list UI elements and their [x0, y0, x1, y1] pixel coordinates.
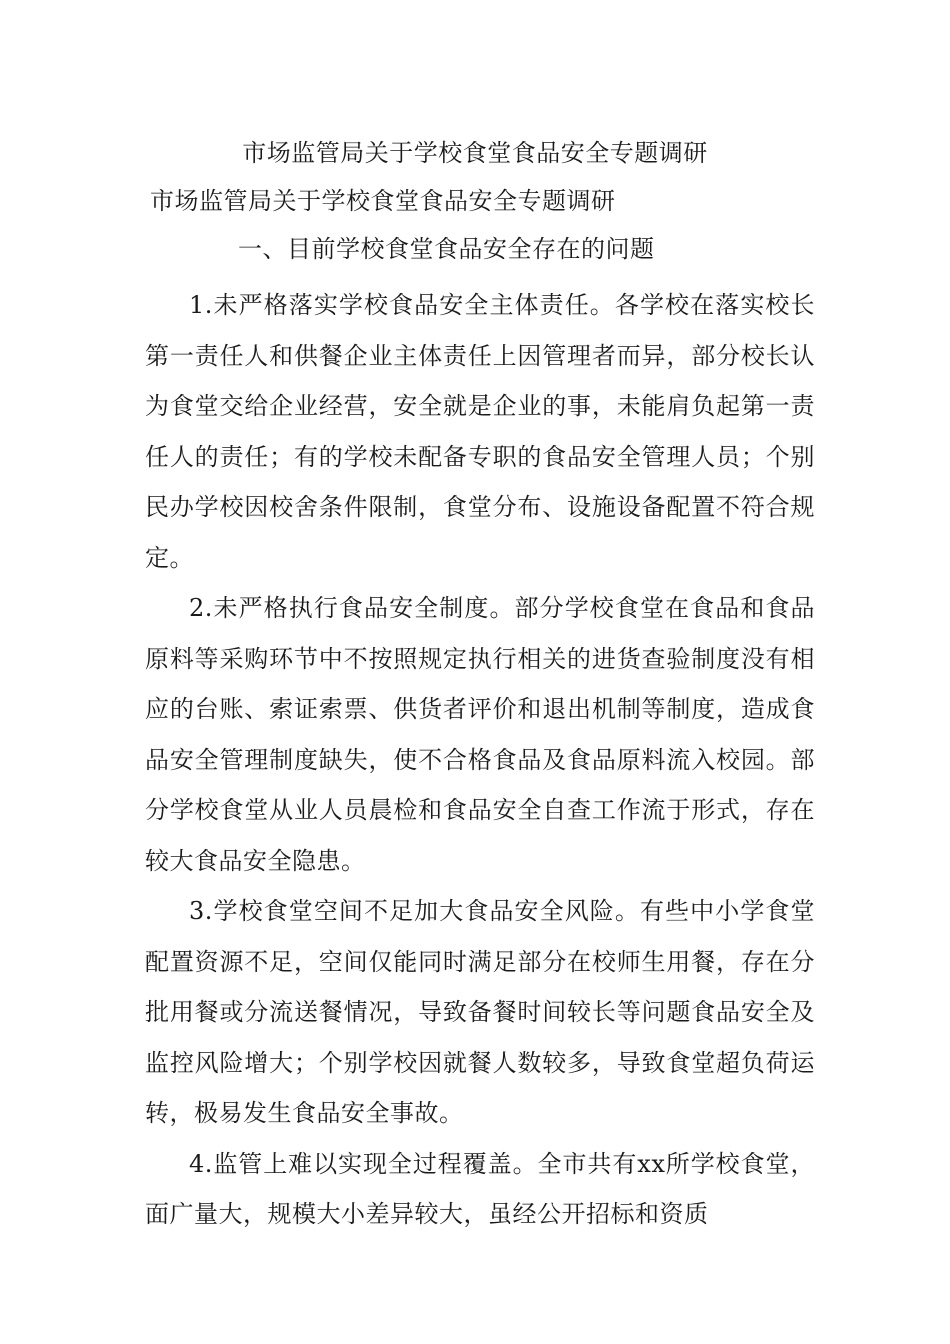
paragraph-2: 2.未严格执行食品安全制度。部分学校食堂在食品和食品原料等采购环节中不按照规定执行相关的进货查验制度没有相应的台账、索证索票、供货者评价和退出机制等制度，造成食品安全管理制度缺失，使不合格食品及食品原料流入校园。部分学校食堂从业人员晨检和食品安全自查工作流于形式，存在较大食品安全隐患。 — [145, 594, 815, 875]
body-text — [145, 280, 815, 1240]
paragraph-1: 1.未严格落实学校食品安全主体责任。各学校在落实校长第一责任人和供餐企业主体责任上因管理者而异，部分校长认为食堂交给企业经营，安全就是企业的事，未能肩负起第一责任人的责任；有的学校未配备专职的食品安全管理人员；个别民办学校因校舍条件限制，食堂分布、设施设备配置不符合规定。 — [145, 291, 815, 572]
paragraph-4: 4.监管上难以实现全过程覆盖。全市共有xx所学校食堂，面广量大，规模大小差异较大，虽经公开招标和资质 — [145, 1149, 815, 1228]
document-title: 市场监管局关于学校食堂食品安全专题调研 — [242, 139, 708, 167]
paragraph-3: 3.学校食堂空间不足加大食品安全风险。有些中小学食堂配置资源不足，空间仅能同时满足部分在校师生用餐，存在分批用餐或分流送餐情况，导致备餐时间较长等问题食品安全及监控风险增大；个别学校因就餐人数较多，导致食堂超负荷运转，极易发生食品安全事故。 — [145, 897, 815, 1127]
section-heading: 一、目前学校食堂食品安全存在的问题 — [238, 235, 655, 263]
document-subtitle: 市场监管局关于学校食堂食品安全专题调研 — [150, 187, 616, 215]
